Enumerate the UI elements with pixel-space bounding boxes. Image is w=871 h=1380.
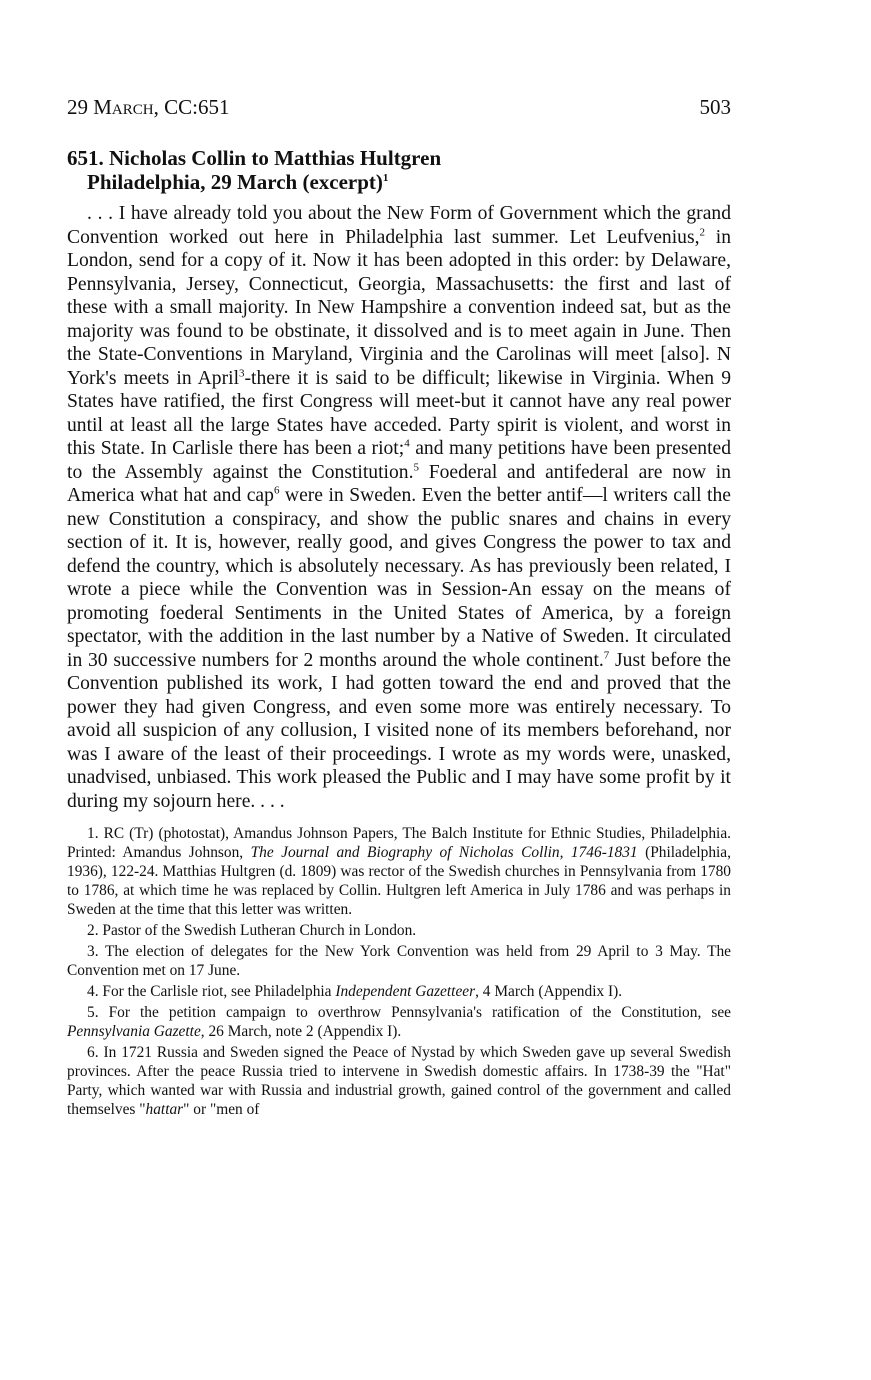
footnote-ref: 3	[239, 366, 245, 379]
footnote-2: 2. Pastor of the Swedish Lutheran Church in London.	[87, 922, 417, 939]
title-line-1: 651. Nicholas Collin to Matthias Hultgren	[67, 146, 442, 170]
page-number: 503	[699, 95, 731, 119]
running-head	[67, 94, 731, 120]
footnote-5: 5. For the petition campaign to overthrow Pennsylvania's ratification of the Constitution, see Pennsylvania Gazette, 26 March, note 2 (Appendix I).	[67, 1004, 731, 1040]
footnote-3: 3. The election of delegates for the New York Convention was held from 29 April to 3 May. The Convention met on 17 June.	[67, 943, 731, 979]
footnote-ref: 7	[603, 648, 610, 661]
footnote-ref: 2	[699, 225, 705, 238]
footnote-1: 1. RC (Tr) (photostat), Amandus Johnson Papers, The Balch Institute for Ethnic Studies, Philadelphia. Printed: Amandus Johnson, The Journal and Biography of Nicholas Collin, 1746-1831 (Philadelphia, 1936), 122-24. Matthias Hultgren (d. 1809) was rector of the Swedish churches in Pennsylvania from 1780 to 1786, at which time he was replaced by Collin. Hultgren left America in July 1786 and was perhaps in Sweden at the time that this letter was written.	[67, 825, 731, 918]
footnote-ref: 6	[273, 484, 280, 497]
footnote-ref: 4	[404, 437, 410, 450]
footnote-6: 6. In 1721 Russia and Sweden signed the Peace of Nystad by which Sweden gave up several Swedish provinces. After the peace Russia tried to intervene in Swedish domestic affairs. In 1738-39 the "Hat" Party, which wanted war with Russia and industrial growth, gained control of the government and called themselves "hattar" or "men of	[67, 1044, 731, 1118]
letter-body: . . . I have already told you about the New Form of Government which the grand Convention worked out here in Philadelphia last summer. Let Leufvenius,$^2$ in London, send for a copy of it. Now it has been adopted in this order: by Delaware, Pennsylvania, Jersey, Connecticut, Georgia, Massachusetts: the first and last of these with a small majority. In New Hampshire a convention indeed sat, but as the majority was found to be obstinate, it dissolved and is to meet again in June. Then the State-Conventions in Maryland, Virginia and the Carolinas will meet [also]. N York's meets in April$^3$-there it is said to be difficult; likewise in Virginia. When 9 States have ratified, the first Congress will meet-but it cannot have any real power until at least all the large States have acceded. Party spirit is violent, and worst in this State. In Carlisle there has been a riot;$^4$ and many petitions have been presented to the Assembly against the Constitution.$^5$ Foederal and antifederal are now in America what hat and cap$^6$ were in Sweden. Even the better antif—l writers call the new Constitution a conspiracy, and show the public snares and chains in every section of it. It is, however, really good, and gives Congress the power to tax and defend the country, which is absolutely necessary. As has previously been related, I wrote a piece while the Convention was in Session-An essay on the means of promoting foederal Sentiments in the United States of America, by a foreign spectator, with the addition in the last number by a Native of Sweden. It circulated in 30 successive numbers for 2 months around the whole continent.$^7$ Just before the Convention published its work, I had gotten toward the end and proved that the power they had given Congress, and even some more was entirely necessary. To avoid all suspicion of any collusion, I visited none of its members beforehand, nor was I aware of the least of their proceedings. I wrote as my words were, unasked, unadvised, unbiased. This work pleased the Public and I may have some profit by it during my sojourn here. . . .	[67, 203, 732, 812]
footnote-4: 4. For the Carlisle riot, see Philadelphia Independent Gazetteer, 4 March (Appendix I).	[87, 983, 623, 1000]
footnote-ref: 5	[413, 460, 419, 473]
document-title	[67, 146, 731, 194]
document-page	[67, 94, 731, 1121]
title-footnote-ref: 1	[382, 172, 389, 184]
title-line-2: Philadelphia, 29 March (excerpt)$^1$	[87, 170, 389, 194]
footnotes	[67, 824, 731, 1119]
running-head-left: 29 March, CC:651	[67, 95, 230, 119]
